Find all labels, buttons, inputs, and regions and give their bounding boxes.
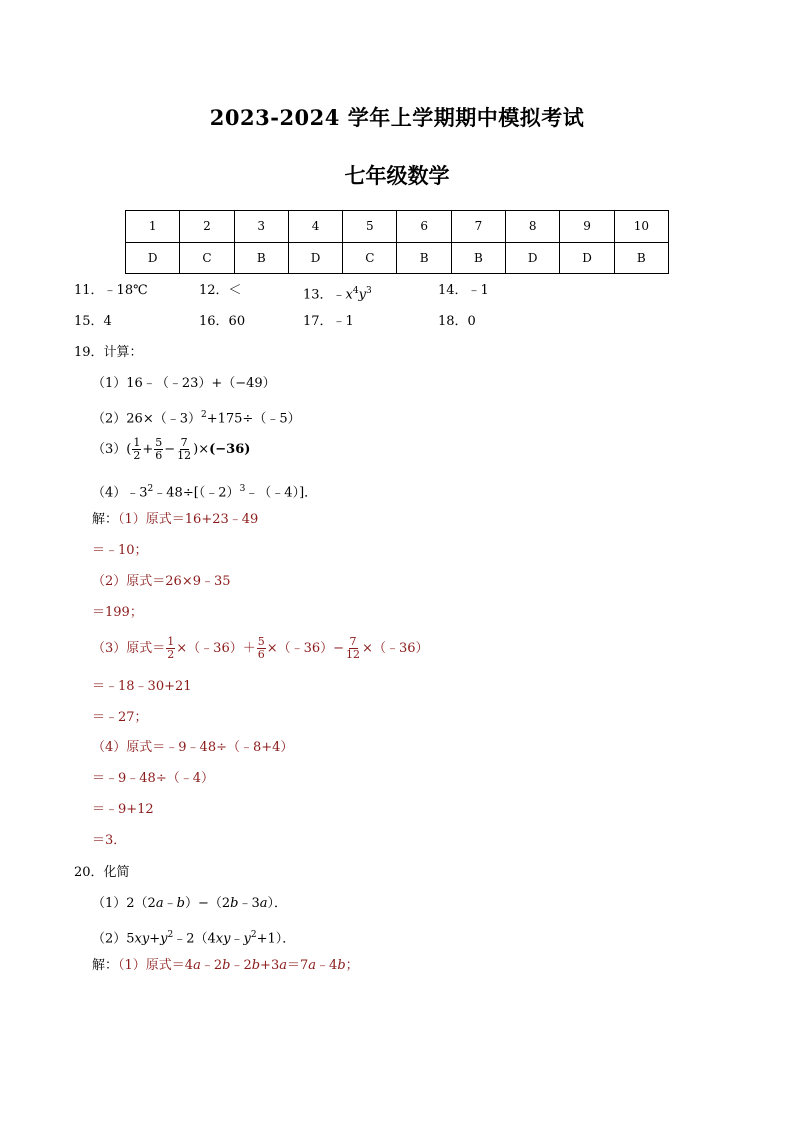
answer-number-cell: 2: [180, 211, 234, 243]
text-run: ﹣: [230, 931, 244, 947]
variable: y: [243, 931, 251, 947]
q13-y: y: [358, 287, 366, 303]
q19-p2-exponent: 2: [200, 410, 207, 420]
variable: a: [279, 958, 287, 973]
answer-table-answer-row: [126, 242, 669, 274]
fraction: [166, 636, 175, 661]
q19-s2: （2）原式＝26×9﹣35: [92, 574, 231, 589]
numerator: 1: [167, 635, 175, 648]
variable: b: [337, 958, 346, 973]
answer-number-cell: 7: [451, 211, 505, 243]
q20-heading: 20．化简: [74, 865, 130, 880]
variable: a: [193, 958, 201, 973]
answer-choice-cell: B: [451, 242, 505, 274]
text-run: ﹣2（4: [173, 931, 216, 947]
text-run: ﹣2: [230, 958, 252, 973]
q19-p3-c: (−36): [209, 442, 251, 457]
answer-q12: 12．＜: [199, 283, 242, 298]
answer-number-cell: 4: [288, 211, 342, 243]
q20-part2: [92, 926, 295, 948]
q19-s4-result: ＝3．: [92, 833, 127, 848]
q19-p2-b: +175÷（﹣5）: [206, 411, 301, 427]
minus-sign: −: [164, 442, 176, 457]
fraction: [345, 636, 361, 661]
answer-q18: 18．0: [438, 314, 476, 329]
answer-choice-cell: B: [614, 242, 668, 274]
text-run: ﹣: [163, 896, 177, 911]
q19-s3-d: ×（﹣36）: [362, 641, 429, 656]
answer-number-cell: 8: [506, 211, 560, 243]
solution-label: 解：: [92, 958, 119, 973]
text-run: +: [149, 931, 161, 947]
fraction: [154, 437, 163, 462]
q19-s1-result: ＝﹣10；: [92, 543, 148, 558]
answer-table-number-row: [126, 211, 669, 243]
variable: xy: [134, 931, 150, 947]
fraction: [257, 636, 266, 661]
variable: b: [222, 958, 231, 973]
fraction: [176, 437, 192, 462]
q19-s3-b: ×（﹣36）＋: [176, 641, 256, 656]
answer-number-cell: 10: [614, 211, 668, 243]
page-subtitle: 七年级数学: [344, 163, 450, 188]
q19-p3-a: （3）(: [92, 442, 132, 457]
q20-s1: [118, 958, 359, 973]
q13-x-exponent: 4: [352, 286, 359, 296]
q19-p4-exponent: 2: [147, 484, 154, 494]
q19-p4-exponent: 3: [239, 484, 246, 494]
answer-choice-cell: C: [180, 242, 234, 274]
solution-label: 解：: [92, 512, 119, 527]
denominator: 2: [167, 648, 175, 661]
q19-s4-step2: ＝﹣9+12: [92, 802, 154, 817]
variable: a: [259, 896, 268, 911]
text-run: （1）原式＝4: [118, 958, 194, 973]
answer-number-cell: 1: [126, 211, 180, 243]
fraction: [132, 437, 141, 462]
q13-y-exponent: 3: [365, 286, 372, 296]
text-run: （2）5: [92, 931, 135, 947]
page-title: 2023-2024 学年上学期期中模拟考试: [209, 105, 585, 130]
q13-prefix: 13．﹣: [303, 287, 346, 303]
denominator: 12: [177, 449, 192, 462]
q19-part1: （1）16﹣（﹣23）+（−49）: [92, 376, 276, 391]
q19-s3-result: ＝﹣27；: [92, 710, 148, 725]
numerator: 7: [349, 635, 357, 648]
variable: a: [308, 958, 317, 973]
text-run: +3: [260, 958, 280, 973]
answer-number-cell: 6: [397, 211, 451, 243]
answer-choice-cell: D: [560, 242, 614, 274]
q19-part4: [92, 480, 317, 502]
text-run: ﹣3: [238, 896, 260, 911]
q19-heading: 19．计算：: [74, 345, 143, 360]
answer-q17: 17．﹣1: [303, 314, 354, 329]
plus-sign: +: [142, 442, 154, 457]
denominator: 2: [133, 449, 141, 462]
denominator: 6: [155, 449, 163, 462]
q19-p3-b: )×: [193, 442, 210, 457]
q19-s4: （4）原式＝﹣9﹣48÷（﹣8+4）: [92, 740, 294, 755]
q19-s3: [92, 634, 428, 664]
answer-choice-cell: D: [506, 242, 560, 274]
variable: y: [160, 931, 168, 947]
text-run: ；: [345, 958, 359, 973]
variable: b: [176, 896, 185, 911]
variable: a: [155, 896, 164, 911]
answer-number-cell: 3: [234, 211, 288, 243]
answer-choice-cell: B: [397, 242, 451, 274]
answer-table: [125, 210, 669, 274]
q20-part1: [92, 895, 287, 913]
answer-choice-cell: D: [288, 242, 342, 274]
denominator: 6: [257, 648, 265, 661]
text-run: ）−（2: [184, 896, 231, 911]
exponent: 2: [167, 930, 174, 940]
answer-choice-cell: B: [234, 242, 288, 274]
variable: xy: [215, 931, 231, 947]
q19-solution-1: [92, 511, 258, 529]
q19-s3-c: ×（﹣36）−: [266, 641, 345, 656]
text-run: ＝7: [286, 958, 309, 973]
q20-solution-1: [92, 957, 359, 975]
exponent: 2: [250, 930, 257, 940]
denominator: 12: [346, 648, 361, 661]
q19-s2-result: ＝199；: [92, 605, 143, 620]
numerator: 5: [155, 436, 163, 449]
q19-part3: [92, 435, 250, 465]
variable: b: [251, 958, 261, 973]
q19-part2: [92, 406, 301, 428]
q19-s3-a: （3）原式＝: [92, 641, 166, 656]
answer-choice-cell: D: [126, 242, 180, 274]
q19-p4-c: ﹣（﹣4）]．: [245, 485, 318, 501]
answer-number-cell: 5: [343, 211, 397, 243]
q19-p2-a: （2）26×（﹣3）: [92, 411, 201, 427]
answer-q16: 16．60: [199, 314, 246, 329]
answer-q13: [303, 282, 372, 304]
q19-p4-a: （4）﹣3: [92, 485, 148, 501]
answer-q11: 11．﹣18℃: [74, 283, 148, 298]
text-run: ﹣2: [200, 958, 223, 973]
q19-s3-step: ＝﹣18﹣30+21: [92, 679, 192, 694]
q19-p4-b: ﹣48÷[（﹣2）: [153, 485, 240, 501]
q19-s1: （1）原式＝16+23﹣49: [118, 512, 259, 527]
q19-s4-step1: ＝﹣9﹣48÷（﹣4）: [92, 771, 214, 786]
answer-q14: 14．﹣1: [438, 283, 489, 298]
variable: b: [230, 896, 239, 911]
numerator: 5: [257, 635, 265, 648]
text-run: （1）2（2: [92, 896, 156, 911]
answer-number-cell: 9: [560, 211, 614, 243]
answer-choice-cell: C: [343, 242, 397, 274]
numerator: 7: [180, 436, 188, 449]
answer-q15: 15．4: [74, 314, 112, 329]
text-run: ）．: [267, 896, 287, 911]
q13-x: x: [345, 287, 353, 303]
text-run: ﹣4: [316, 958, 338, 973]
text-run: +1）．: [256, 931, 296, 947]
numerator: 1: [133, 436, 141, 449]
